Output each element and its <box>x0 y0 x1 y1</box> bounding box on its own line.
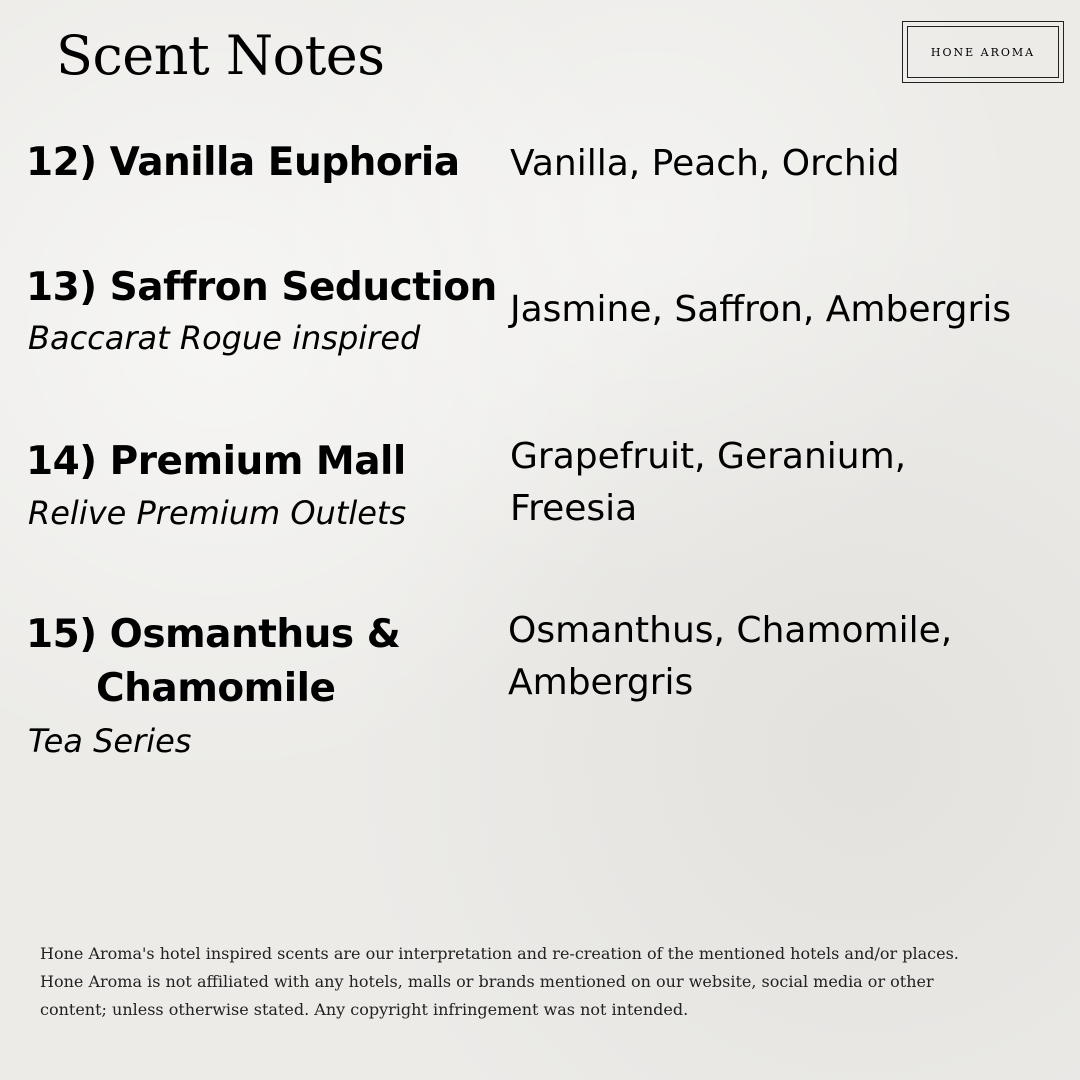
disclaimer-line: content; unless otherwise stated. Any copyright infringement was not intended. <box>40 1000 689 1019</box>
disclaimer <box>40 940 1040 1024</box>
scent-subtitle: Relive Premium Outlets <box>28 494 407 532</box>
brand-logo-text: HONE AROMA <box>907 26 1059 78</box>
scent-notes: Ambergris <box>508 662 694 703</box>
scent-name: Chamomile <box>96 666 336 711</box>
scent-name: 13) Saffron Seduction <box>26 265 497 310</box>
brand-logo <box>902 21 1064 83</box>
scent-name: 15) Osmanthus & <box>26 612 401 657</box>
disclaimer-line: Hone Aroma's hotel inspired scents are our interpretation and re-creation of the mentioned hotels and/or places. <box>40 944 959 963</box>
scent-subtitle: Tea Series <box>28 722 192 760</box>
scent-subtitle: Baccarat Rogue inspired <box>28 319 421 357</box>
scent-notes: Osmanthus, Chamomile, <box>508 610 953 651</box>
scent-notes: Vanilla, Peach, Orchid <box>510 143 900 184</box>
scent-name: 14) Premium Mall <box>26 439 406 484</box>
page-title: Scent Notes <box>56 24 385 87</box>
scent-notes: Freesia <box>510 488 638 529</box>
scent-notes: Jasmine, Saffron, Ambergris <box>510 289 1012 330</box>
scent-name: 12) Vanilla Euphoria <box>26 140 460 185</box>
disclaimer-line: Hone Aroma is not affiliated with any hotels, malls or brands mentioned on our website, social media or other <box>40 972 934 991</box>
scent-notes: Grapefruit, Geranium, <box>510 436 907 477</box>
